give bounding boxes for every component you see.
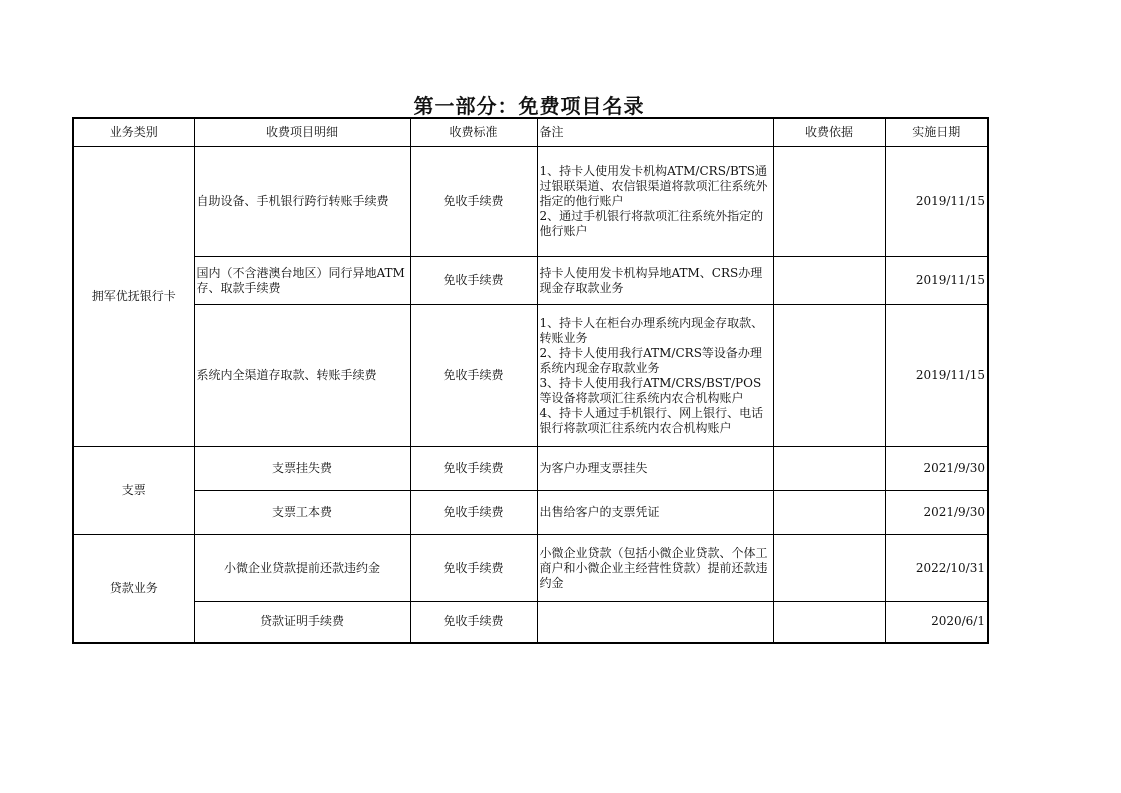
standard-cell: 免收手续费 — [410, 447, 537, 491]
item-cell: 小微企业贷款提前还款违约金 — [194, 535, 410, 602]
item-cell: 自助设备、手机银行跨行转账手续费 — [194, 147, 410, 257]
category-cell: 支票 — [73, 447, 194, 535]
note-cell: 为客户办理支票挂失 — [537, 447, 773, 491]
header-note: 备注 — [537, 118, 773, 147]
header-standard: 收费标准 — [410, 118, 537, 147]
fee-table — [72, 117, 989, 644]
table-row — [73, 602, 988, 643]
date-cell: 2019/11/15 — [885, 257, 988, 305]
standard-cell: 免收手续费 — [410, 147, 537, 257]
date-cell: 2020/6/1 — [885, 602, 988, 643]
header-basis: 收费依据 — [773, 118, 885, 147]
category-cell: 拥军优抚银行卡 — [73, 147, 194, 447]
basis-cell — [773, 491, 885, 535]
item-cell: 国内（不含港澳台地区）同行异地ATM存、取款手续费 — [194, 257, 410, 305]
item-cell: 支票工本费 — [194, 491, 410, 535]
page-title: 第一部分：免费项目名录 — [413, 94, 645, 118]
note-cell: 出售给客户的支票凭证 — [537, 491, 773, 535]
basis-cell — [773, 602, 885, 643]
note-cell: 1、持卡人在柜台办理系统内现金存取款、转账业务 2、持卡人使用我行ATM/CRS等设备办理系统内现金存取款业务 3、持卡人使用我行ATM/CRS/BST/POS等设备将款项汇往系统内农合机构账户 4、持卡人通过手机银行、网上银行、电话银行将款项汇往系统内农合机构账户 — [537, 305, 773, 447]
basis-cell — [773, 305, 885, 447]
note-cell — [537, 602, 773, 643]
basis-cell — [773, 257, 885, 305]
header-category: 业务类别 — [73, 118, 194, 147]
table-row — [73, 491, 988, 535]
table-row — [73, 447, 988, 491]
note-cell: 持卡人使用发卡机构异地ATM、CRS办理现金存取款业务 — [537, 257, 773, 305]
table-row — [73, 535, 988, 602]
standard-cell: 免收手续费 — [410, 491, 537, 535]
date-cell: 2021/9/30 — [885, 491, 988, 535]
date-cell: 2019/11/15 — [885, 147, 988, 257]
date-cell: 2022/10/31 — [885, 535, 988, 602]
item-cell: 支票挂失费 — [194, 447, 410, 491]
basis-cell — [773, 447, 885, 491]
table-header-row — [73, 118, 988, 147]
basis-cell — [773, 535, 885, 602]
note-cell: 小微企业贷款（包括小微企业贷款、个体工商户和小微企业主经营性贷款）提前还款违约金 — [537, 535, 773, 602]
standard-cell: 免收手续费 — [410, 257, 537, 305]
date-cell: 2019/11/15 — [885, 305, 988, 447]
table-row — [73, 305, 988, 447]
header-date: 实施日期 — [885, 118, 988, 147]
category-cell: 贷款业务 — [73, 535, 194, 643]
table-row — [73, 257, 988, 305]
basis-cell — [773, 147, 885, 257]
date-cell: 2021/9/30 — [885, 447, 988, 491]
item-cell: 系统内全渠道存取款、转账手续费 — [194, 305, 410, 447]
item-cell: 贷款证明手续费 — [194, 602, 410, 643]
note-cell: 1、持卡人使用发卡机构ATM/CRS/BTS通过银联渠道、农信银渠道将款项汇往系统外指定的他行账户 2、通过手机银行将款项汇往系统外指定的他行账户 — [537, 147, 773, 257]
standard-cell: 免收手续费 — [410, 535, 537, 602]
standard-cell: 免收手续费 — [410, 602, 537, 643]
table-row — [73, 147, 988, 257]
header-item: 收费项目明细 — [194, 118, 410, 147]
standard-cell: 免收手续费 — [410, 305, 537, 447]
